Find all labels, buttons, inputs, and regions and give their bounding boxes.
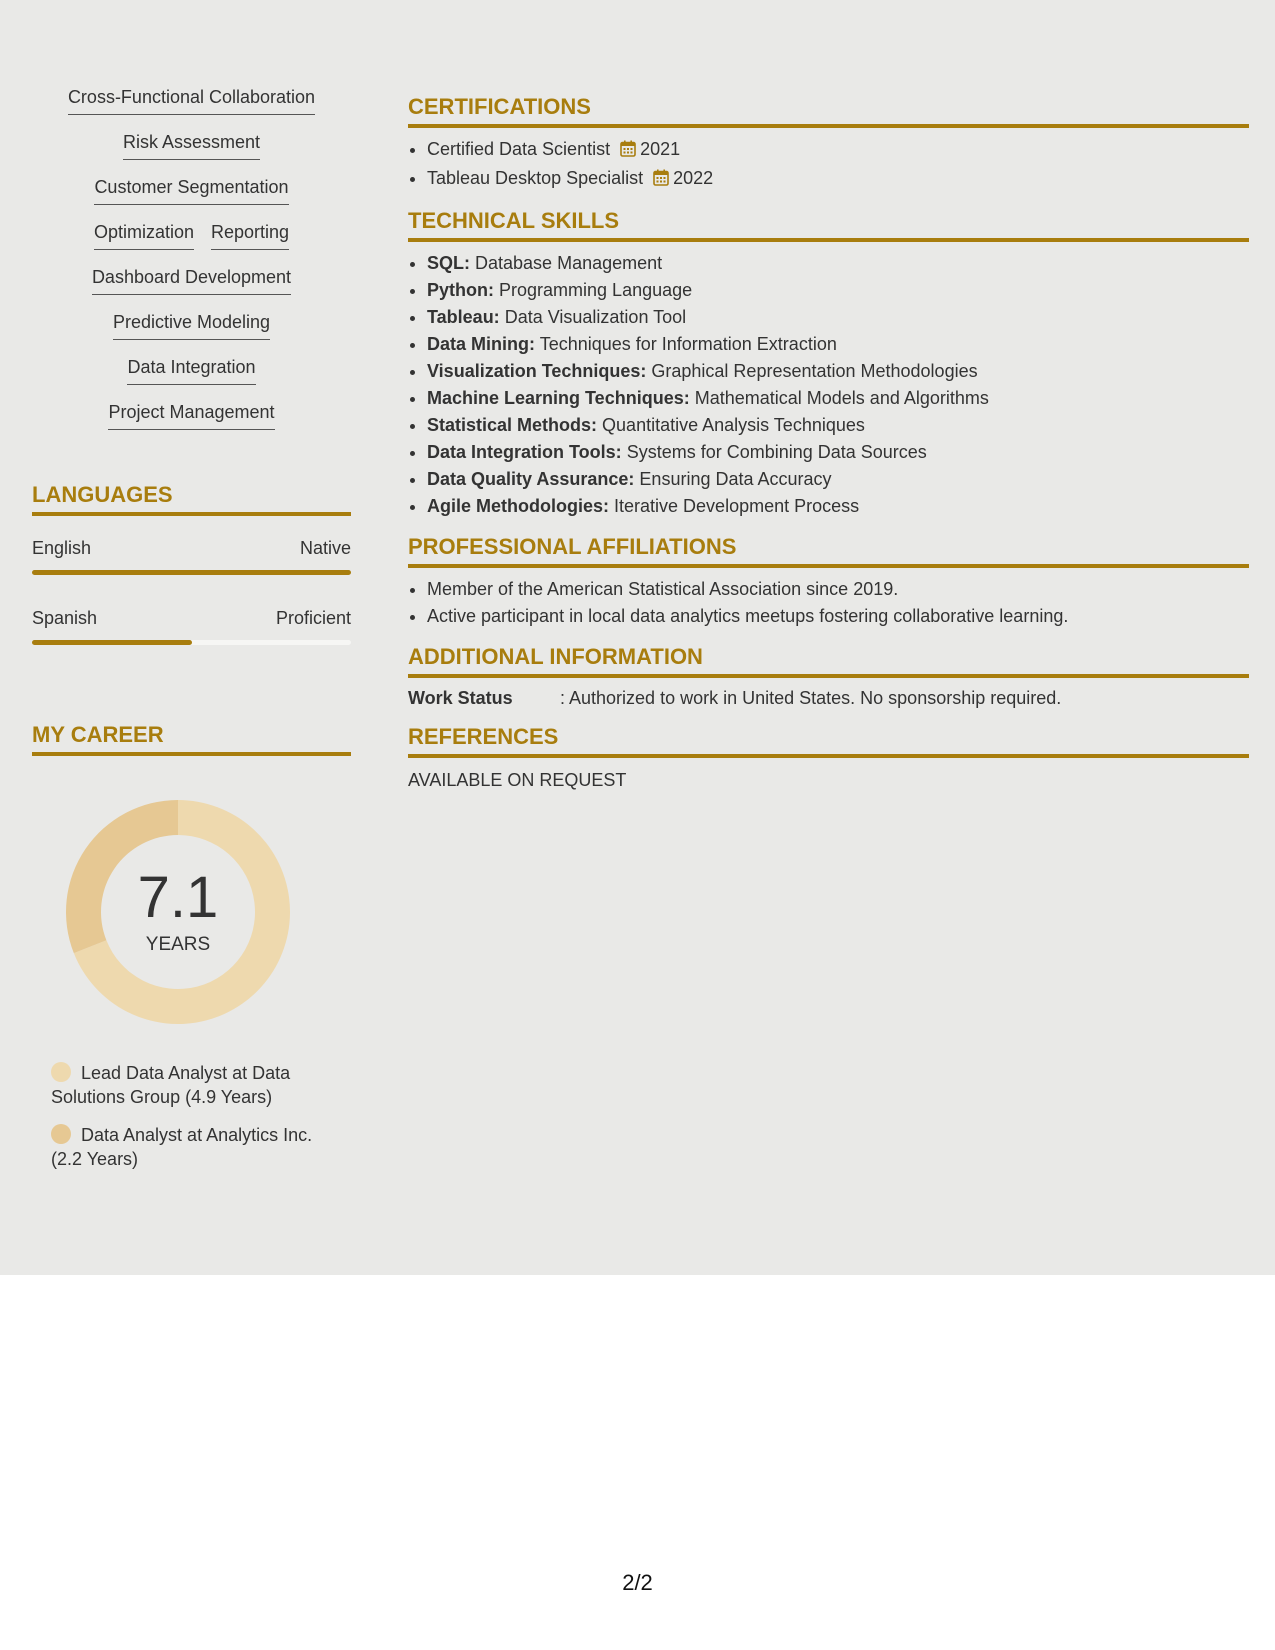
work-status-label: Work Status (408, 688, 513, 708)
work-status-value: : Authorized to work in United States. No sponsorship required. (560, 688, 1062, 708)
skills-cloud (32, 86, 351, 446)
skill-tag: Risk Assessment (123, 131, 260, 160)
skill-row (32, 86, 351, 131)
skill-name: Statistical Methods: (427, 415, 598, 435)
career-legend-item (51, 1123, 321, 1171)
skill-name: Machine Learning Techniques: (427, 388, 690, 408)
skill-row (32, 266, 351, 311)
list-item (427, 493, 1249, 520)
additional-info-heading: ADDITIONAL INFORMATION (408, 644, 1249, 678)
skill-description: Quantitative Analysis Techniques (602, 415, 865, 435)
list-item (427, 304, 1249, 331)
languages-heading: LANGUAGES (32, 482, 351, 516)
language-bar-spanish (32, 640, 351, 645)
technical-skills-heading: TECHNICAL SKILLS (408, 208, 1249, 242)
list-item (427, 331, 1249, 358)
skill-tag: Optimization (94, 221, 194, 250)
affiliations-heading: PROFESSIONAL AFFILIATIONS (408, 534, 1249, 568)
skill-tag: Data Integration (127, 356, 255, 385)
list-item (427, 165, 1249, 194)
calendar-icon (653, 167, 669, 194)
skill-row (32, 176, 351, 221)
skill-name: Agile Methodologies: (427, 496, 609, 516)
language-name: English (32, 538, 92, 558)
left-column (32, 86, 351, 1169)
skill-name: Python: (427, 280, 494, 300)
calendar-icon (620, 138, 636, 165)
career-legend-label: Data Analyst at Analytics Inc. (2.2 Years) (51, 1125, 313, 1169)
list-item (427, 250, 1249, 277)
technical-skills-section (408, 208, 1249, 520)
certification-year: 2022 (673, 168, 714, 188)
skill-name: Tableau: (427, 307, 500, 327)
skill-description: Data Visualization Tool (504, 307, 687, 327)
career-donut-chart (66, 800, 290, 1024)
skill-row (32, 311, 351, 356)
skill-row (32, 131, 351, 176)
affiliations-section (408, 534, 1249, 630)
language-level: Proficient (275, 608, 351, 628)
skill-name: Data Mining: (427, 334, 535, 354)
career-total-value: 7.1 (137, 865, 219, 930)
skill-tag: Predictive Modeling (113, 311, 270, 340)
skill-name: Data Quality Assurance: (427, 469, 635, 489)
list-item: • Member of the American Statistical Association since 2019. (427, 576, 1249, 603)
skill-description: Systems for Combining Data Sources (626, 442, 927, 462)
skill-tag: Dashboard Development (92, 266, 291, 295)
list-item (427, 136, 1249, 165)
skill-row (32, 401, 351, 446)
language-bar-english (32, 570, 351, 575)
language-level: Native (299, 538, 351, 558)
technical-skills-list (408, 250, 1249, 520)
certifications-list (408, 136, 1249, 194)
skill-name: SQL: (427, 253, 470, 273)
language-row-spanish (32, 608, 351, 629)
certification-name: Certified Data Scientist (427, 139, 611, 159)
language-name: Spanish (32, 608, 98, 628)
skill-tag: Reporting (211, 221, 289, 250)
skill-tag: Project Management (108, 401, 274, 430)
career-legend (51, 1061, 321, 1185)
legend-dot (51, 1062, 71, 1082)
skill-tag: Cross-Functional Collaboration (68, 86, 315, 115)
skill-description: Graphical Representation Methodologies (651, 361, 978, 381)
list-item (427, 358, 1249, 385)
affiliations-list (408, 576, 1249, 630)
language-bar-fill (32, 570, 351, 575)
career-total-unit: YEARS (145, 934, 211, 955)
skill-description: Programming Language (499, 280, 693, 300)
list-item (427, 466, 1249, 493)
page-number: 2/2 (622, 1570, 653, 1595)
language-bar-fill (32, 640, 192, 645)
list-item: • Active participant in local data analytics meetups fostering collaborative learning. (427, 603, 1249, 630)
certification-name: Tableau Desktop Specialist (427, 168, 644, 188)
skill-name: Data Integration Tools: (427, 442, 622, 462)
work-status-row (408, 686, 1249, 710)
list-item (427, 277, 1249, 304)
references-section (408, 724, 1249, 792)
list-item (427, 439, 1249, 466)
legend-dot (51, 1124, 71, 1144)
skill-description: Mathematical Models and Algorithms (694, 388, 989, 408)
list-item (427, 412, 1249, 439)
skill-name: Visualization Techniques: (427, 361, 647, 381)
language-row-english (32, 538, 351, 559)
list-item (427, 385, 1249, 412)
certification-year: 2021 (640, 139, 681, 159)
skill-description: Database Management (475, 253, 663, 273)
references-heading: REFERENCES (408, 724, 1249, 758)
references-text: AVAILABLE ON REQUEST (408, 770, 627, 790)
skill-row (32, 356, 351, 401)
skill-description: Iterative Development Process (614, 496, 860, 516)
career-heading: MY CAREER (32, 722, 351, 756)
skill-tag: Customer Segmentation (94, 176, 288, 205)
skill-description: Techniques for Information Extraction (539, 334, 837, 354)
certifications-section (408, 94, 1249, 194)
skill-row (32, 221, 351, 266)
career-legend-item (51, 1061, 321, 1109)
right-column (408, 94, 1249, 806)
skill-description: Ensuring Data Accuracy (639, 469, 832, 489)
career-legend-label: Lead Data Analyst at Data Solutions Group (4.9 Years) (51, 1063, 291, 1107)
certifications-heading: CERTIFICATIONS (408, 94, 1249, 128)
additional-info-section (408, 644, 1249, 710)
